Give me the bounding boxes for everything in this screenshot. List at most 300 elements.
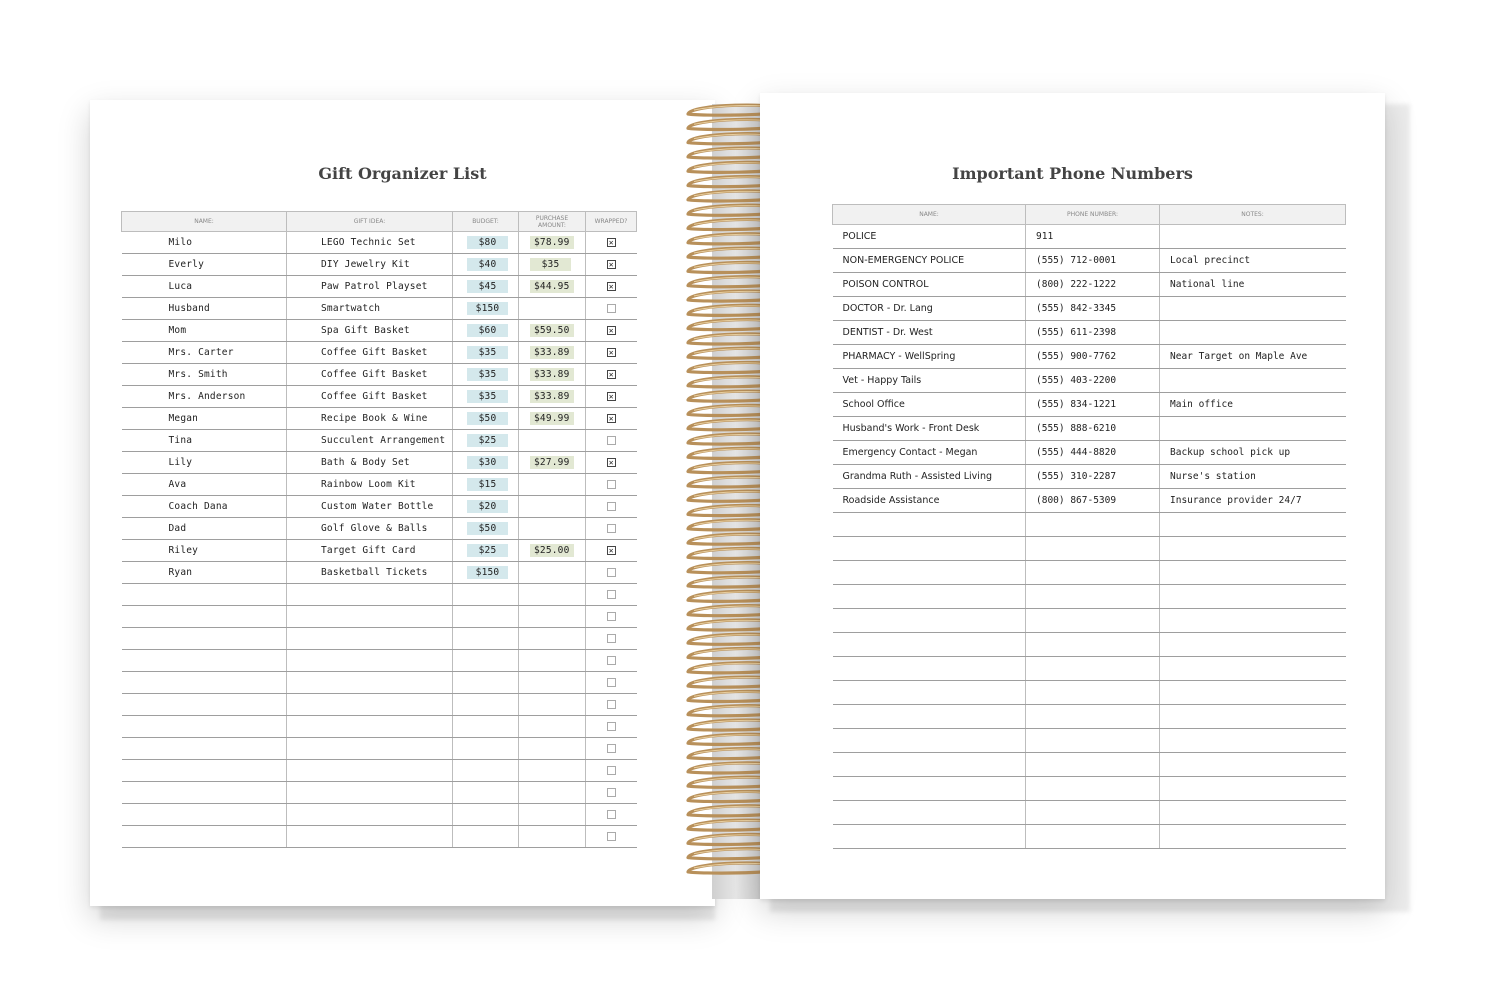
purchase-amount-cell[interactable] <box>519 342 586 364</box>
contact-name[interactable] <box>833 657 1026 681</box>
contact-notes[interactable] <box>1160 369 1346 393</box>
recipient-name[interactable]: Mrs. Smith <box>122 364 287 386</box>
table-row <box>122 804 637 826</box>
gift-idea[interactable]: Coffee Gift Basket <box>287 342 453 364</box>
checkbox-empty-icon[interactable] <box>607 524 616 533</box>
gift-idea[interactable]: Succulent Arrangement <box>287 430 453 452</box>
contact-notes[interactable] <box>1160 609 1346 633</box>
phone-number[interactable] <box>1026 681 1160 705</box>
table-row <box>833 417 1346 441</box>
phone-number[interactable]: 911 <box>1026 225 1160 249</box>
contact-name[interactable] <box>833 537 1026 561</box>
contact-name[interactable]: Roadside Assistance <box>833 489 1026 513</box>
contact-name[interactable] <box>833 777 1026 801</box>
table-row <box>122 606 637 628</box>
contact-notes[interactable] <box>1160 513 1346 537</box>
budget-cell[interactable] <box>453 298 519 320</box>
gift-idea[interactable] <box>287 628 453 650</box>
budget-value: $35 <box>467 390 508 403</box>
checkbox-empty-icon[interactable] <box>607 744 616 753</box>
header-name: NAME: <box>122 212 287 232</box>
phone-number[interactable] <box>1026 753 1160 777</box>
gift-idea[interactable]: Spa Gift Basket <box>287 320 453 342</box>
budget-cell[interactable] <box>453 782 519 804</box>
wrapped-cell <box>586 452 637 474</box>
recipient-name[interactable]: Luca <box>122 276 287 298</box>
budget-value: $30 <box>467 456 508 469</box>
wrapped-cell <box>586 474 637 496</box>
gift-idea[interactable]: Golf Glove & Balls <box>287 518 453 540</box>
phone-number[interactable]: (555) 834-1221 <box>1026 393 1160 417</box>
gift-idea[interactable] <box>287 584 453 606</box>
purchase-amount-cell[interactable] <box>519 408 586 430</box>
table-row <box>833 585 1346 609</box>
header-wrapped: WRAPPED? <box>586 212 637 232</box>
contact-name[interactable]: POLICE <box>833 225 1026 249</box>
gift-idea[interactable] <box>287 738 453 760</box>
budget-value: $150 <box>467 302 508 315</box>
phone-number[interactable]: (555) 712-0001 <box>1026 249 1160 273</box>
phone-number[interactable]: (555) 900-7762 <box>1026 345 1160 369</box>
purchase-amount-cell[interactable] <box>519 716 586 738</box>
wrapped-cell <box>586 496 637 518</box>
recipient-name[interactable] <box>122 782 287 804</box>
phone-number[interactable] <box>1026 537 1160 561</box>
table-row <box>833 465 1346 489</box>
budget-cell[interactable] <box>453 562 519 584</box>
table-row <box>833 753 1346 777</box>
budget-value: $45 <box>467 280 508 293</box>
purchase-amount-cell[interactable] <box>519 826 586 848</box>
wrapped-cell <box>586 364 637 386</box>
wrapped-cell <box>586 584 637 606</box>
table-row <box>122 716 637 738</box>
purchase-amount-cell[interactable] <box>519 738 586 760</box>
gift-idea[interactable] <box>287 694 453 716</box>
checkbox-checked-icon[interactable]: ✕ <box>608 282 614 291</box>
header-purchase-amount: PURCHASE AMOUNT: <box>519 212 586 232</box>
budget-cell[interactable] <box>453 738 519 760</box>
contact-notes[interactable] <box>1160 705 1346 729</box>
phone-number[interactable] <box>1026 561 1160 585</box>
checkbox-checked-icon[interactable]: ✕ <box>608 326 614 335</box>
contact-name[interactable]: School Office <box>833 393 1026 417</box>
table-row <box>122 782 637 804</box>
table-row <box>833 681 1346 705</box>
gift-idea[interactable]: Paw Patrol Playset <box>287 276 453 298</box>
budget-cell[interactable] <box>453 716 519 738</box>
checkbox-empty-icon[interactable] <box>607 502 616 511</box>
recipient-name[interactable]: Mrs. Carter <box>122 342 287 364</box>
checkbox-checked-icon[interactable]: ✕ <box>608 348 614 357</box>
table-row <box>122 232 637 254</box>
checkbox-checked-icon[interactable]: ✕ <box>608 458 614 467</box>
contact-notes[interactable] <box>1160 657 1346 681</box>
recipient-name[interactable] <box>122 628 287 650</box>
phone-number[interactable] <box>1026 657 1160 681</box>
gift-idea[interactable]: Rainbow Loom Kit <box>287 474 453 496</box>
contact-name[interactable]: NON-EMERGENCY POLICE <box>833 249 1026 273</box>
table-row <box>122 562 637 584</box>
table-row <box>122 738 637 760</box>
budget-cell[interactable] <box>453 474 519 496</box>
recipient-name[interactable] <box>122 694 287 716</box>
recipient-name[interactable]: Husband <box>122 298 287 320</box>
contact-notes[interactable]: Insurance provider 24/7 <box>1160 489 1346 513</box>
gift-table-header <box>122 212 637 232</box>
checkbox-empty-icon[interactable] <box>607 568 616 577</box>
phone-number[interactable]: (555) 310-2287 <box>1026 465 1160 489</box>
gift-idea[interactable]: Coffee Gift Basket <box>287 364 453 386</box>
purchase-amount-cell[interactable] <box>519 364 586 386</box>
table-row <box>833 249 1346 273</box>
budget-value: $25 <box>467 434 508 447</box>
gift-idea[interactable]: Smartwatch <box>287 298 453 320</box>
purchase-amount-cell[interactable] <box>519 276 586 298</box>
header-phone-number: PHONE NUMBER: <box>1026 205 1160 225</box>
budget-cell[interactable] <box>453 760 519 782</box>
contact-notes[interactable] <box>1160 825 1346 849</box>
budget-cell[interactable] <box>453 518 519 540</box>
contact-notes[interactable] <box>1160 537 1346 561</box>
purchase-amount-cell[interactable] <box>519 628 586 650</box>
contact-notes[interactable] <box>1160 297 1346 321</box>
contact-notes[interactable] <box>1160 753 1346 777</box>
gift-idea[interactable]: Custom Water Bottle <box>287 496 453 518</box>
purchase-amount-cell[interactable] <box>519 320 586 342</box>
gift-idea[interactable] <box>287 606 453 628</box>
budget-cell[interactable] <box>453 276 519 298</box>
phone-number[interactable] <box>1026 633 1160 657</box>
checkbox-empty-icon[interactable] <box>607 678 616 687</box>
contact-name[interactable] <box>833 561 1026 585</box>
budget-cell[interactable] <box>453 320 519 342</box>
budget-cell[interactable] <box>453 628 519 650</box>
purchase-amount-cell[interactable] <box>519 496 586 518</box>
table-row <box>833 345 1346 369</box>
phone-number[interactable] <box>1026 705 1160 729</box>
purchase-amount-cell[interactable] <box>519 672 586 694</box>
table-row <box>122 320 637 342</box>
recipient-name[interactable]: Everly <box>122 254 287 276</box>
contact-name[interactable] <box>833 681 1026 705</box>
recipient-name[interactable]: Mom <box>122 320 287 342</box>
phone-number[interactable] <box>1026 513 1160 537</box>
contact-notes[interactable]: National line <box>1160 273 1346 297</box>
budget-cell[interactable] <box>453 430 519 452</box>
gift-idea[interactable]: Target Gift Card <box>287 540 453 562</box>
wrapped-cell <box>586 540 637 562</box>
header-name: NAME: <box>833 205 1026 225</box>
contact-name[interactable] <box>833 705 1026 729</box>
purchase-amount-cell[interactable] <box>519 298 586 320</box>
page-title: Gift Organizer List <box>318 164 487 183</box>
budget-cell[interactable] <box>453 584 519 606</box>
contact-name[interactable] <box>833 585 1026 609</box>
recipient-name[interactable]: Dad <box>122 518 287 540</box>
recipient-name[interactable]: Milo <box>122 232 287 254</box>
budget-cell[interactable] <box>453 694 519 716</box>
contact-name[interactable] <box>833 609 1026 633</box>
purchase-amount-cell[interactable] <box>519 518 586 540</box>
contact-name[interactable]: POISON CONTROL <box>833 273 1026 297</box>
contact-name[interactable] <box>833 753 1026 777</box>
checkbox-empty-icon[interactable] <box>607 304 616 313</box>
purchase-amount-cell[interactable] <box>519 782 586 804</box>
contact-notes[interactable] <box>1160 321 1346 345</box>
checkbox-checked-icon[interactable]: ✕ <box>608 260 614 269</box>
recipient-name[interactable]: Tina <box>122 430 287 452</box>
budget-cell[interactable] <box>453 452 519 474</box>
purchase-amount-cell[interactable] <box>519 650 586 672</box>
checkbox-empty-icon[interactable] <box>607 722 616 731</box>
contact-notes[interactable]: Nurse's station <box>1160 465 1346 489</box>
purchase-amount-value: $33.89 <box>530 346 574 359</box>
table-row <box>833 513 1346 537</box>
purchase-amount-cell[interactable] <box>519 452 586 474</box>
header-gift-idea: GIFT IDEA: <box>287 212 453 232</box>
contact-notes[interactable]: Near Target on Maple Ave <box>1160 345 1346 369</box>
table-row <box>122 826 637 848</box>
gift-idea[interactable] <box>287 716 453 738</box>
gift-idea[interactable]: DIY Jewelry Kit <box>287 254 453 276</box>
gift-organizer-page <box>90 100 715 906</box>
contact-name[interactable]: Emergency Contact - Megan <box>833 441 1026 465</box>
phone-number[interactable]: (555) 888-6210 <box>1026 417 1160 441</box>
table-row <box>833 657 1346 681</box>
checkbox-empty-icon[interactable] <box>607 810 616 819</box>
purchase-amount-cell[interactable] <box>519 760 586 782</box>
table-row <box>122 276 637 298</box>
contact-name[interactable] <box>833 633 1026 657</box>
contact-notes[interactable]: Local precinct <box>1160 249 1346 273</box>
gift-idea[interactable] <box>287 760 453 782</box>
purchase-amount-cell[interactable] <box>519 474 586 496</box>
checkbox-checked-icon[interactable]: ✕ <box>608 546 614 555</box>
wrapped-cell <box>586 760 637 782</box>
checkbox-checked-icon[interactable]: ✕ <box>608 238 614 247</box>
phone-number[interactable]: (555) 842-3345 <box>1026 297 1160 321</box>
recipient-name[interactable] <box>122 760 287 782</box>
recipient-name[interactable] <box>122 716 287 738</box>
contact-name[interactable]: Husband's Work - Front Desk <box>833 417 1026 441</box>
table-row <box>833 825 1346 849</box>
checkbox-empty-icon[interactable] <box>607 436 616 445</box>
recipient-name[interactable] <box>122 584 287 606</box>
contact-name[interactable] <box>833 801 1026 825</box>
gift-idea[interactable] <box>287 804 453 826</box>
budget-value: $35 <box>467 368 508 381</box>
checkbox-empty-icon[interactable] <box>607 590 616 599</box>
budget-cell[interactable] <box>453 386 519 408</box>
phone-number[interactable] <box>1026 801 1160 825</box>
purchase-amount-cell[interactable] <box>519 694 586 716</box>
purchase-amount-value: $25.00 <box>530 544 574 557</box>
purchase-amount-cell[interactable] <box>519 584 586 606</box>
table-row <box>122 430 637 452</box>
recipient-name[interactable] <box>122 672 287 694</box>
wrapped-cell <box>586 782 637 804</box>
contact-notes[interactable]: Backup school pick up <box>1160 441 1346 465</box>
contact-name[interactable] <box>833 825 1026 849</box>
contact-notes[interactable] <box>1160 585 1346 609</box>
checkbox-empty-icon[interactable] <box>607 480 616 489</box>
phone-number[interactable] <box>1026 729 1160 753</box>
contact-name[interactable]: Vet - Happy Tails <box>833 369 1026 393</box>
wrapped-cell <box>586 804 637 826</box>
purchase-amount-cell[interactable] <box>519 254 586 276</box>
contact-notes[interactable] <box>1160 801 1346 825</box>
recipient-name[interactable]: Mrs. Anderson <box>122 386 287 408</box>
checkbox-checked-icon[interactable]: ✕ <box>608 414 614 423</box>
contact-notes[interactable]: Main office <box>1160 393 1346 417</box>
wrapped-cell <box>586 738 637 760</box>
checkbox-checked-icon[interactable]: ✕ <box>608 370 614 379</box>
purchase-amount-cell[interactable] <box>519 430 586 452</box>
contact-notes[interactable] <box>1160 729 1346 753</box>
recipient-name[interactable] <box>122 606 287 628</box>
purchase-amount-value: $35 <box>530 258 571 271</box>
purchase-amount-value: $33.89 <box>530 390 574 403</box>
phone-number[interactable] <box>1026 585 1160 609</box>
recipient-name[interactable]: Coach Dana <box>122 496 287 518</box>
wrapped-cell <box>586 430 637 452</box>
budget-cell[interactable] <box>453 672 519 694</box>
budget-cell[interactable] <box>453 606 519 628</box>
budget-cell[interactable] <box>453 826 519 848</box>
phone-table <box>832 204 1346 849</box>
table-row <box>122 254 637 276</box>
budget-cell[interactable] <box>453 496 519 518</box>
wrapped-cell <box>586 276 637 298</box>
purchase-amount-cell[interactable] <box>519 540 586 562</box>
recipient-name[interactable] <box>122 738 287 760</box>
recipient-name[interactable]: Ryan <box>122 562 287 584</box>
wrapped-cell <box>586 562 637 584</box>
table-row <box>833 393 1346 417</box>
phone-number[interactable]: (555) 611-2398 <box>1026 321 1160 345</box>
purchase-amount-value: $78.99 <box>530 236 574 249</box>
wrapped-cell <box>586 386 637 408</box>
purchase-amount-cell[interactable] <box>519 562 586 584</box>
wrapped-cell <box>586 232 637 254</box>
contact-name[interactable]: DOCTOR - Dr. Lang <box>833 297 1026 321</box>
budget-value: $40 <box>467 258 508 271</box>
purchase-amount-cell[interactable] <box>519 232 586 254</box>
purchase-amount-value: $49.99 <box>530 412 574 425</box>
budget-value: $60 <box>467 324 508 337</box>
gift-idea[interactable]: Basketball Tickets <box>287 562 453 584</box>
contact-notes[interactable] <box>1160 417 1346 441</box>
budget-cell[interactable] <box>453 254 519 276</box>
gift-idea[interactable] <box>287 672 453 694</box>
table-row <box>833 609 1346 633</box>
checkbox-empty-icon[interactable] <box>607 700 616 709</box>
budget-cell[interactable] <box>453 804 519 826</box>
contact-name[interactable]: DENTIST - Dr. West <box>833 321 1026 345</box>
phone-number[interactable]: (800) 867-5309 <box>1026 489 1160 513</box>
purchase-amount-value: $33.89 <box>530 368 574 381</box>
budget-value: $35 <box>467 346 508 359</box>
table-row <box>833 297 1346 321</box>
table-row <box>122 694 637 716</box>
gift-idea[interactable]: Coffee Gift Basket <box>287 386 453 408</box>
checkbox-empty-icon[interactable] <box>607 656 616 665</box>
gift-idea[interactable]: Recipe Book & Wine <box>287 408 453 430</box>
header-budget: BUDGET: <box>453 212 519 232</box>
checkbox-empty-icon[interactable] <box>607 612 616 621</box>
gift-idea[interactable]: LEGO Technic Set <box>287 232 453 254</box>
budget-cell[interactable] <box>453 232 519 254</box>
recipient-name[interactable]: Megan <box>122 408 287 430</box>
checkbox-empty-icon[interactable] <box>607 634 616 643</box>
contact-name[interactable]: PHARMACY - WellSpring <box>833 345 1026 369</box>
budget-value: $25 <box>467 544 508 557</box>
budget-cell[interactable] <box>453 650 519 672</box>
phone-number[interactable] <box>1026 777 1160 801</box>
contact-name[interactable] <box>833 729 1026 753</box>
budget-cell[interactable] <box>453 540 519 562</box>
gift-idea[interactable]: Bath & Body Set <box>287 452 453 474</box>
contact-notes[interactable] <box>1160 633 1346 657</box>
budget-cell[interactable] <box>453 364 519 386</box>
budget-value: $15 <box>467 478 508 491</box>
recipient-name[interactable] <box>122 650 287 672</box>
phone-number[interactable]: (800) 222-1222 <box>1026 273 1160 297</box>
phone-table-header <box>833 205 1346 225</box>
contact-notes[interactable] <box>1160 681 1346 705</box>
contact-notes[interactable] <box>1160 561 1346 585</box>
checkbox-empty-icon[interactable] <box>607 832 616 841</box>
table-row <box>122 386 637 408</box>
recipient-name[interactable]: Ava <box>122 474 287 496</box>
gift-idea[interactable] <box>287 650 453 672</box>
wrapped-cell <box>586 694 637 716</box>
recipient-name[interactable] <box>122 804 287 826</box>
contact-notes[interactable] <box>1160 225 1346 249</box>
contact-notes[interactable] <box>1160 777 1346 801</box>
budget-value: $80 <box>467 236 508 249</box>
budget-cell[interactable] <box>453 408 519 430</box>
phone-number[interactable] <box>1026 609 1160 633</box>
checkbox-checked-icon[interactable]: ✕ <box>608 392 614 401</box>
wrapped-cell <box>586 518 637 540</box>
gift-idea[interactable] <box>287 782 453 804</box>
budget-value: $20 <box>467 500 508 513</box>
phone-number[interactable]: (555) 403-2200 <box>1026 369 1160 393</box>
contact-name[interactable] <box>833 513 1026 537</box>
wrapped-cell <box>586 342 637 364</box>
recipient-name[interactable]: Riley <box>122 540 287 562</box>
phone-number[interactable] <box>1026 825 1160 849</box>
recipient-name[interactable]: Lily <box>122 452 287 474</box>
contact-name[interactable]: Grandma Ruth - Assisted Living <box>833 465 1026 489</box>
budget-value: $50 <box>467 412 508 425</box>
table-row <box>833 321 1346 345</box>
purchase-amount-value: $27.99 <box>530 456 574 469</box>
budget-cell[interactable] <box>453 342 519 364</box>
purchase-amount-cell[interactable] <box>519 606 586 628</box>
recipient-name[interactable] <box>122 826 287 848</box>
gift-idea[interactable] <box>287 826 453 848</box>
wrapped-cell <box>586 408 637 430</box>
table-row <box>122 672 637 694</box>
checkbox-empty-icon[interactable] <box>607 766 616 775</box>
purchase-amount-cell[interactable] <box>519 804 586 826</box>
checkbox-empty-icon[interactable] <box>607 788 616 797</box>
purchase-amount-cell[interactable] <box>519 386 586 408</box>
phone-number[interactable]: (555) 444-8820 <box>1026 441 1160 465</box>
